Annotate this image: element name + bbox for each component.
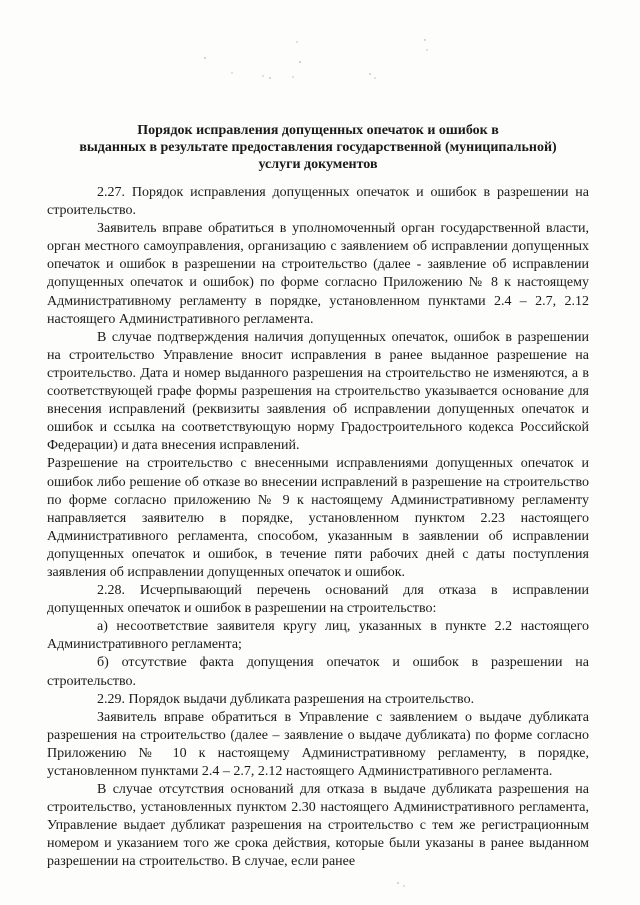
scan-speck: [292, 76, 293, 77]
scan-speck: [369, 73, 370, 74]
scan-speck: [269, 77, 270, 78]
paragraph-2-27: 2.27. Порядок исправления допущенных опечаток и ошибок в разрешении на строительство.: [47, 185, 589, 219]
paragraph-applicant-right: Заявитель вправе обратиться в уполномоченный орган государственной власти, орган местного самоуправления, организацию с заявлением об исправлении допущенных опечаток и ошибок в разрешении на строительство (далее - заявление об исправлении допущенных опечаток и ошибок) по форме согласно Приложению № 8 к настоящему Административному регламенту в порядке, установленном пунктами 2.4 – 2.7, 2.12 настоящего Административного регламента.: [47, 221, 589, 327]
scan-speck: [204, 57, 205, 58]
paragraph-2-29: 2.29. Порядок выдачи дубликата разрешения на строительство.: [97, 691, 475, 707]
title-line-3: услуги документов: [258, 157, 378, 172]
scan-speck: [397, 882, 398, 883]
scan-speck: [424, 39, 425, 40]
document-body: [47, 184, 589, 872]
paragraph-duplicate-issue: В случае отсутствия оснований для отказа в выдаче дубликата разрешения на строительство, установленных пунктом 2.30 настоящего Административного регламента, Управление выдает дубликат разрешения на строительство с тем же регистрационным номером и указанием того же срока действия, которые были указаны в ранее выданном разрешении на строительство. В случае, если ранее: [47, 782, 589, 870]
title-line-2: выданных в результате предоставления государственной (муниципальной): [79, 140, 557, 155]
title-line-1: Порядок исправления допущенных опечаток и ошибок в: [137, 123, 499, 138]
scan-speck: [296, 41, 297, 42]
document-title: [40, 122, 596, 173]
list-item-a: а) несоответствие заявителя кругу лиц, указанных в пункте 2.2 настоящего Административного регламента;: [47, 619, 589, 653]
scan-speck: [262, 75, 263, 76]
scan-speck: [374, 77, 375, 78]
scan-speck: [231, 72, 232, 73]
paragraph-duplicate-request: Заявитель вправе обратиться в Управление с заявлением о выдаче дубликата разрешения на строительство (далее – заявление о выдаче дубликата) по форме согласно Приложению № 10 к настоящему Административному регламенту, в порядке, установленном пунктами 2.4 – 2.7, 2.12 настоящего Административного регламента.: [47, 709, 589, 779]
scan-speck: [426, 49, 427, 50]
scan-speck: [299, 61, 301, 63]
paragraph-confirmation: В случае подтверждения наличия допущенных опечаток, ошибок в разрешении на строительство Управление вносит исправления в ранее выданное разрешение на строительство. Дата и номер выданного разрешения на строительство не изменяются, а в соответствующей графе формы разрешения на строительство указывается основание для внесения исправлений (реквизиты заявления об исправлении допущенных опечаток и ошибок и ссылка на соответствующую норму Градостроительного кодекса Российской Федерации) и дата внесения исправлений.: [47, 329, 589, 454]
scan-speck: [403, 885, 404, 886]
list-item-b: б) отсутствие факта допущения опечаток и ошибок в разрешении на строительство.: [47, 655, 589, 689]
paragraph-corrected-permit: Разрешение на строительство с внесенными исправлениями допущенных опечаток и ошибок либо решение об отказе во внесении исправлений в разрешение на строительство по форме согласно приложению № 9 к настоящему Административному регламенту направляется заявителю в порядке, установленном пунктом 2.23 настоящего Административного регламента, способом, указанным в заявлении об исправлении допущенных опечаток и ошибок, в течение пяти рабочих дней с даты поступления заявления об исправлении допущенных опечаток и ошибок.: [47, 456, 589, 580]
paragraph-2-28: 2.28. Исчерпывающий перечень оснований для отказа в исправлении допущенных опечаток и ошибок в разрешении на строительство:: [47, 583, 589, 617]
